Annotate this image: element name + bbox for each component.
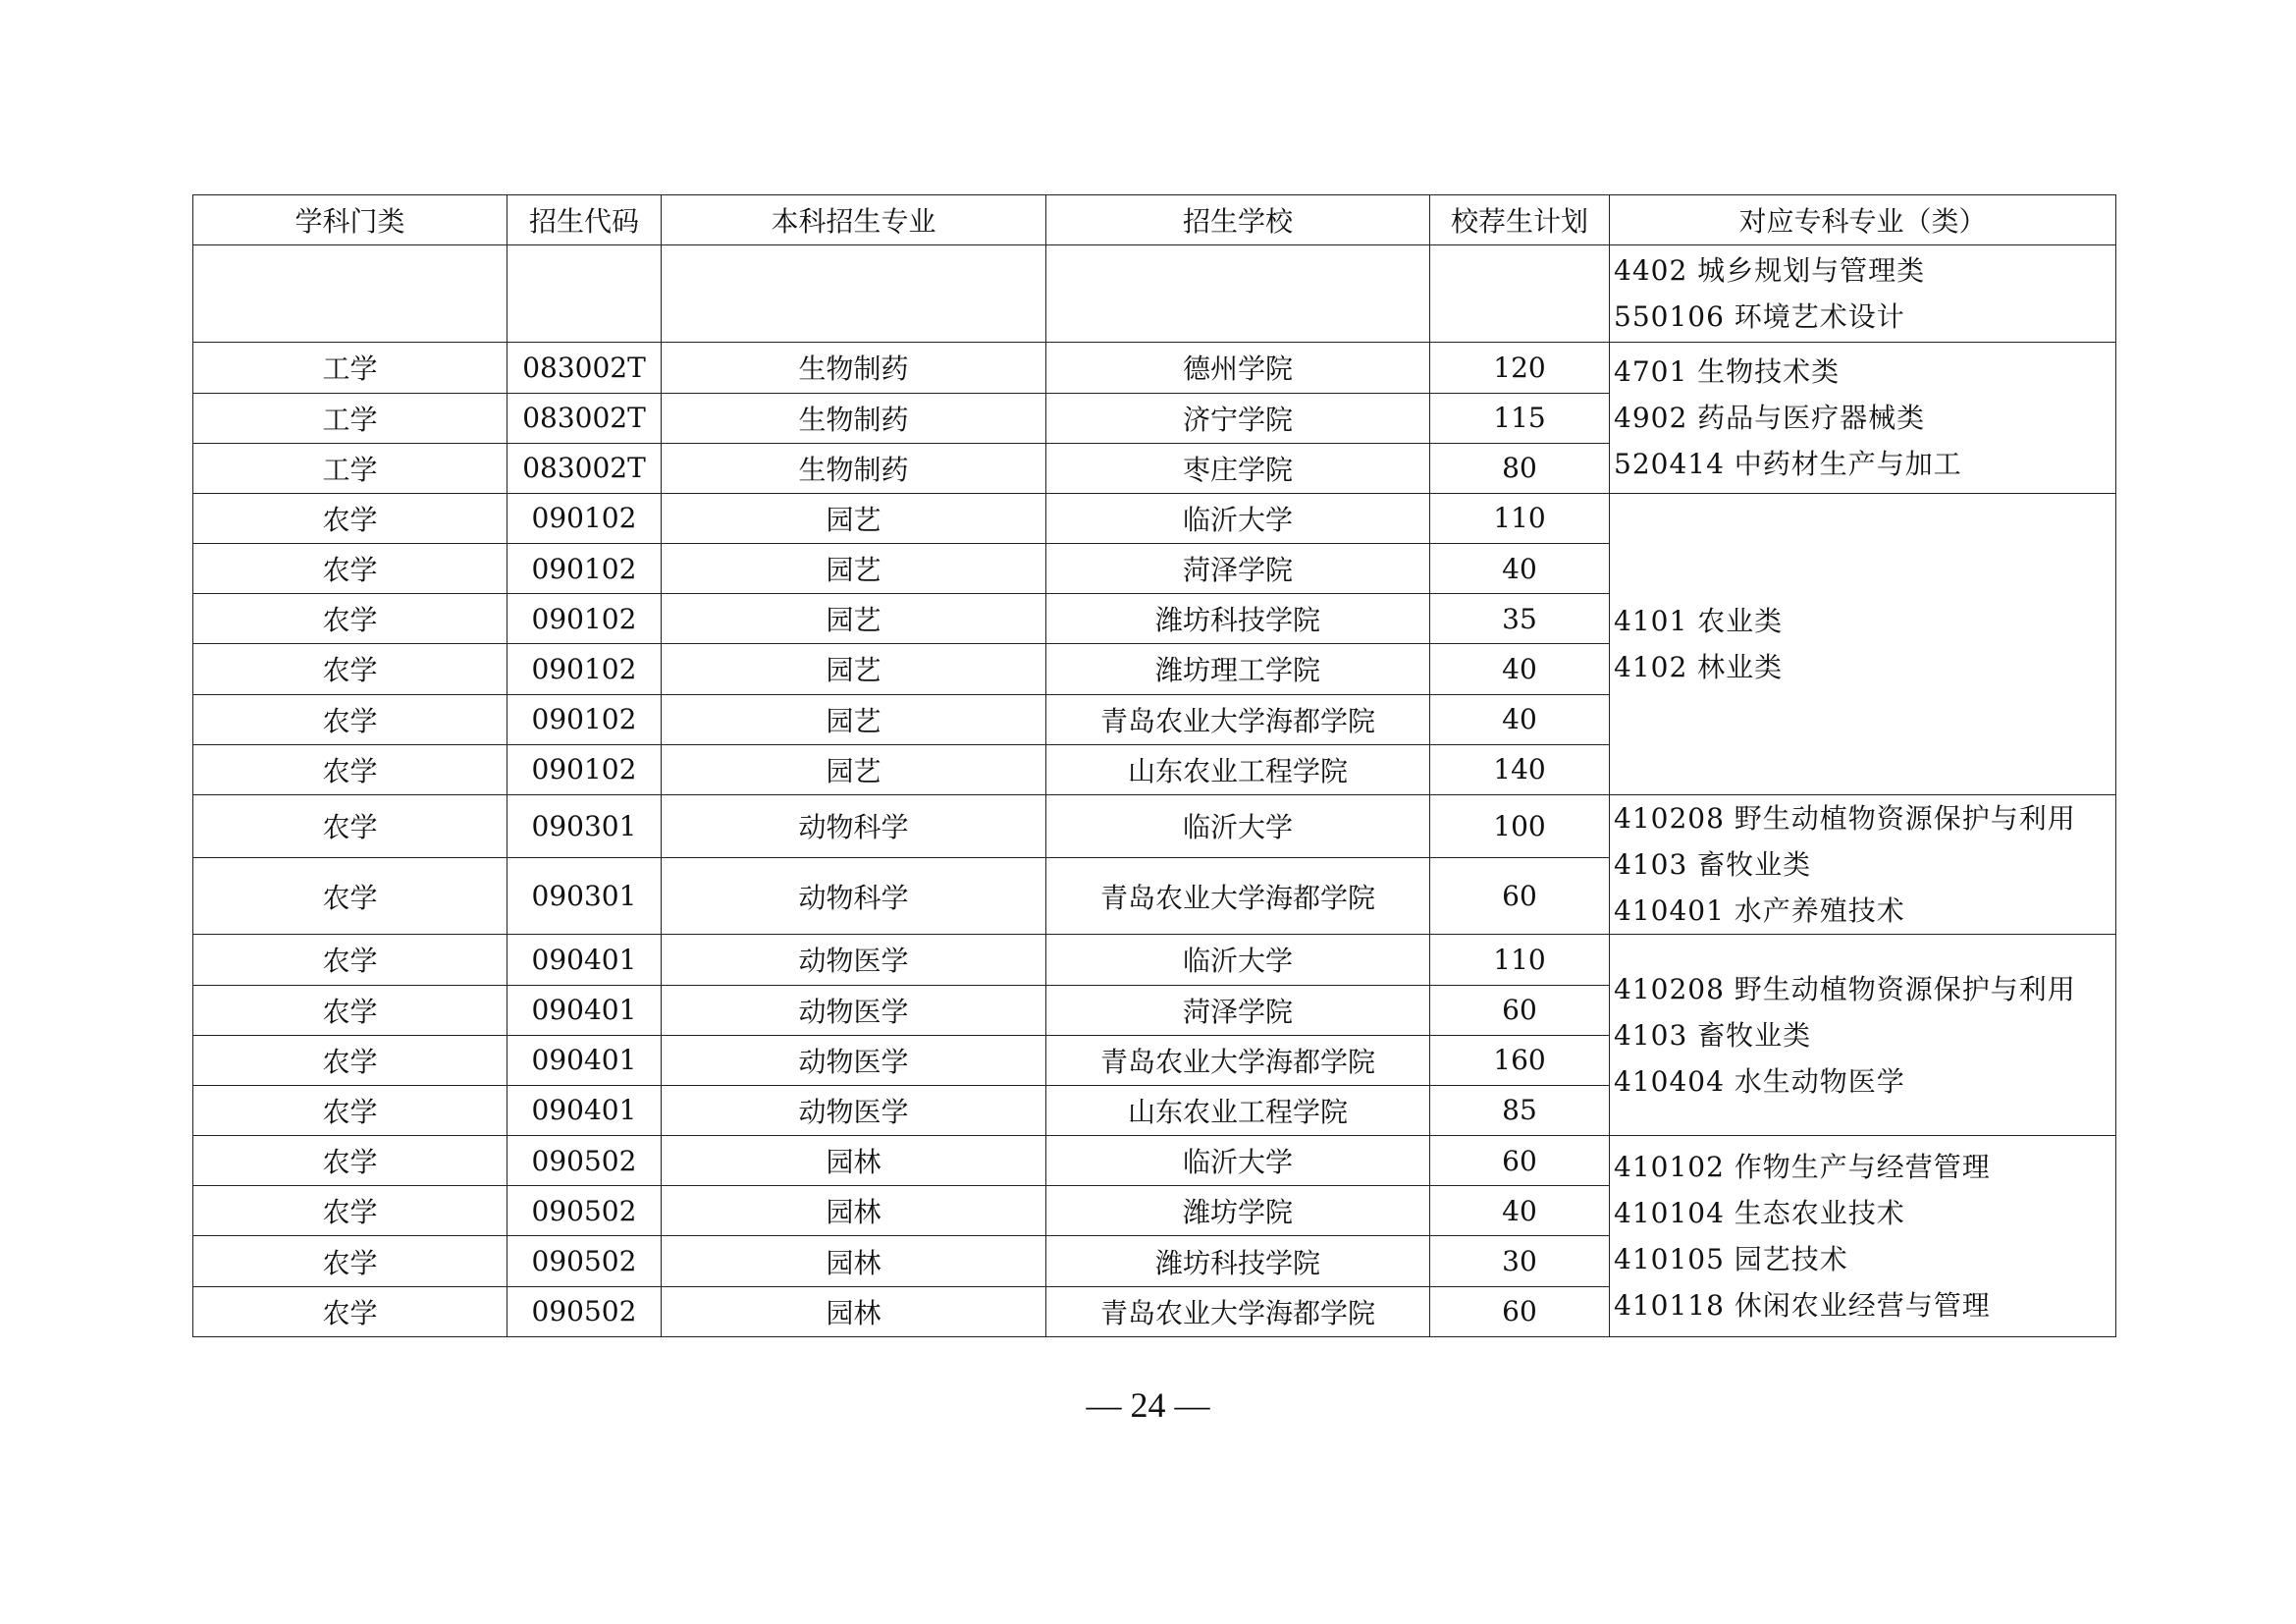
school-cell: 枣庄学院	[1046, 443, 1430, 493]
related-major-cell	[1610, 1136, 2116, 1337]
code-cell: 090401	[507, 1035, 662, 1085]
category-cell: 农学	[193, 694, 507, 744]
major-name-cell: 园艺	[662, 594, 1046, 644]
page-number: — 24 —	[1086, 1385, 1210, 1425]
major-name-cell: 动物医学	[662, 1035, 1046, 1085]
major-name-cell	[662, 245, 1046, 343]
related-major-cell	[1610, 794, 2116, 935]
code-cell: 090102	[507, 493, 662, 543]
code-cell: 090401	[507, 985, 662, 1035]
school-cell: 临沂大学	[1046, 1136, 1430, 1186]
header-plan: 校荐生计划	[1430, 195, 1610, 245]
school-cell: 青岛农业大学海都学院	[1046, 857, 1430, 935]
school-cell: 菏泽学院	[1046, 544, 1430, 594]
code-cell: 090502	[507, 1186, 662, 1236]
related-major-line: 4902 药品与医疗器械类	[1614, 402, 1926, 435]
related-major-line: 410104 生态农业技术	[1614, 1197, 1905, 1230]
plan-cell: 60	[1430, 1286, 1610, 1336]
school-cell: 临沂大学	[1046, 794, 1430, 857]
plan-cell: 110	[1430, 935, 1610, 985]
related-major-cell	[1610, 245, 2116, 343]
plan-cell	[1430, 245, 1610, 343]
school-cell: 山东农业工程学院	[1046, 1085, 1430, 1135]
related-major-cell	[1610, 493, 2116, 794]
school-cell: 青岛农业大学海都学院	[1046, 1035, 1430, 1085]
school-cell: 青岛农业大学海都学院	[1046, 694, 1430, 744]
plan-cell: 115	[1430, 393, 1610, 443]
related-major-line: 4101 农业类	[1614, 604, 1784, 637]
related-major-line: 4701 生物技术类	[1614, 355, 1841, 389]
major-name-cell: 动物科学	[662, 857, 1046, 935]
plan-cell: 60	[1430, 985, 1610, 1035]
related-major-line: 410208 野生动植物资源保护与利用	[1614, 802, 2076, 836]
code-cell: 090502	[507, 1286, 662, 1336]
code-cell: 090401	[507, 1085, 662, 1135]
related-major-line: 550106 环境艺术设计	[1614, 300, 1905, 334]
school-cell	[1046, 245, 1430, 343]
code-cell: 090102	[507, 694, 662, 744]
related-major-cell	[1610, 343, 2116, 494]
plan-cell: 40	[1430, 1186, 1610, 1236]
plan-cell: 80	[1430, 443, 1610, 493]
category-cell: 工学	[193, 393, 507, 443]
category-cell: 农学	[193, 935, 507, 985]
table-row	[193, 343, 2116, 393]
category-cell: 农学	[193, 1085, 507, 1135]
category-cell: 农学	[193, 1035, 507, 1085]
plan-cell: 60	[1430, 1136, 1610, 1186]
code-cell: 090301	[507, 794, 662, 857]
plan-cell: 40	[1430, 544, 1610, 594]
plan-cell: 40	[1430, 694, 1610, 744]
header-major: 本科招生专业	[662, 195, 1046, 245]
school-cell: 潍坊学院	[1046, 1186, 1430, 1236]
category-cell: 农学	[193, 794, 507, 857]
related-major-line: 4402 城乡规划与管理类	[1614, 254, 1926, 288]
category-cell: 农学	[193, 985, 507, 1035]
code-cell: 090502	[507, 1136, 662, 1186]
category-cell: 农学	[193, 544, 507, 594]
school-cell: 山东农业工程学院	[1046, 744, 1430, 794]
related-major-line: 410208 野生动植物资源保护与利用	[1614, 972, 2076, 1005]
plan-cell: 140	[1430, 744, 1610, 794]
related-major-line: 4103 畜牧业类	[1614, 1018, 1812, 1052]
school-cell: 潍坊科技学院	[1046, 1236, 1430, 1286]
school-cell: 青岛农业大学海都学院	[1046, 1286, 1430, 1336]
major-name-cell: 园艺	[662, 644, 1046, 694]
header-code: 招生代码	[507, 195, 662, 245]
table-row	[193, 245, 2116, 343]
code-cell: 083002T	[507, 343, 662, 393]
related-major-line: 410404 水生动物医学	[1614, 1064, 1905, 1098]
category-cell: 农学	[193, 594, 507, 644]
school-cell: 德州学院	[1046, 343, 1430, 393]
header-school: 招生学校	[1046, 195, 1430, 245]
plan-cell: 40	[1430, 644, 1610, 694]
category-cell: 农学	[193, 1286, 507, 1336]
major-name-cell: 动物医学	[662, 1085, 1046, 1135]
major-name-cell: 动物科学	[662, 794, 1046, 857]
header-related-major: 对应专科专业（类）	[1610, 195, 2116, 245]
major-name-cell: 园艺	[662, 744, 1046, 794]
code-cell: 090502	[507, 1236, 662, 1286]
category-cell: 工学	[193, 443, 507, 493]
major-name-cell: 园林	[662, 1136, 1046, 1186]
school-cell: 潍坊科技学院	[1046, 594, 1430, 644]
related-major-line: 410118 休闲农业经营与管理	[1614, 1289, 1991, 1323]
major-name-cell: 园艺	[662, 544, 1046, 594]
code-cell: 090102	[507, 594, 662, 644]
plan-cell: 35	[1430, 594, 1610, 644]
major-name-cell: 园林	[662, 1186, 1046, 1236]
category-cell: 农学	[193, 744, 507, 794]
table-row	[193, 935, 2116, 985]
school-cell: 潍坊理工学院	[1046, 644, 1430, 694]
category-cell: 工学	[193, 343, 507, 393]
code-cell: 090301	[507, 857, 662, 935]
category-cell: 农学	[193, 1236, 507, 1286]
major-name-cell: 生物制药	[662, 393, 1046, 443]
plan-cell: 160	[1430, 1035, 1610, 1085]
plan-cell: 60	[1430, 857, 1610, 935]
table-row	[193, 493, 2116, 543]
header-category: 学科门类	[193, 195, 507, 245]
related-major-cell	[1610, 935, 2116, 1136]
code-cell	[507, 245, 662, 343]
related-major-line: 4103 畜牧业类	[1614, 848, 1812, 882]
school-cell: 临沂大学	[1046, 935, 1430, 985]
code-cell: 090102	[507, 544, 662, 594]
code-cell: 090102	[507, 644, 662, 694]
category-cell: 农学	[193, 857, 507, 935]
code-cell: 083002T	[507, 393, 662, 443]
related-major-line: 410102 作物生产与经营管理	[1614, 1151, 1991, 1184]
admission-plan-table	[192, 194, 2116, 1337]
related-major-line: 520414 中药材生产与加工	[1614, 448, 1962, 481]
major-name-cell: 生物制药	[662, 443, 1046, 493]
table-body	[193, 245, 2116, 1337]
category-cell: 农学	[193, 1136, 507, 1186]
plan-cell: 30	[1430, 1236, 1610, 1286]
plan-cell: 100	[1430, 794, 1610, 857]
category-cell: 农学	[193, 493, 507, 543]
table-header-row	[193, 195, 2116, 245]
major-name-cell: 园林	[662, 1286, 1046, 1336]
major-name-cell: 园林	[662, 1236, 1046, 1286]
table-row	[193, 1136, 2116, 1186]
school-cell: 临沂大学	[1046, 493, 1430, 543]
plan-cell: 85	[1430, 1085, 1610, 1135]
category-cell	[193, 245, 507, 343]
school-cell: 济宁学院	[1046, 393, 1430, 443]
table-row	[193, 794, 2116, 857]
plan-cell: 110	[1430, 493, 1610, 543]
major-name-cell: 动物医学	[662, 985, 1046, 1035]
code-cell: 090102	[507, 744, 662, 794]
code-cell: 083002T	[507, 443, 662, 493]
category-cell: 农学	[193, 644, 507, 694]
related-major-line: 4102 林业类	[1614, 650, 1784, 683]
school-cell: 菏泽学院	[1046, 985, 1430, 1035]
major-name-cell: 园艺	[662, 694, 1046, 744]
code-cell: 090401	[507, 935, 662, 985]
plan-cell: 120	[1430, 343, 1610, 393]
category-cell: 农学	[193, 1186, 507, 1236]
related-major-line: 410105 园艺技术	[1614, 1243, 1848, 1276]
related-major-line: 410401 水产养殖技术	[1614, 894, 1905, 928]
major-name-cell: 园艺	[662, 493, 1046, 543]
major-name-cell: 生物制药	[662, 343, 1046, 393]
major-name-cell: 动物医学	[662, 935, 1046, 985]
